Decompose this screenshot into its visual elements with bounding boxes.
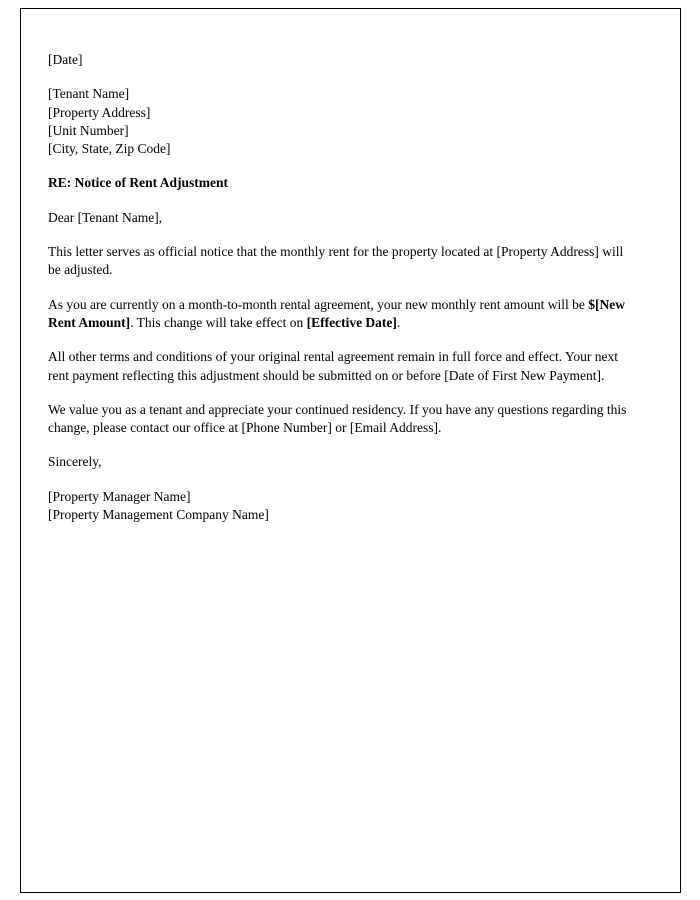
city-state-zip-line: [City, State, Zip Code]	[48, 141, 171, 157]
subject-line: RE: Notice of Rent Adjustment	[48, 175, 228, 191]
effective-date: [Effective Date]	[306, 314, 397, 330]
paragraph-rent-change	[48, 296, 631, 333]
paragraph-notice: This letter serves as official notice that the monthly rent for the property located at [Property Address] will be adjusted.	[48, 244, 624, 278]
salutation: Dear [Tenant Name],	[48, 209, 163, 225]
tenant-name-line: [Tenant Name]	[48, 86, 130, 102]
signature-block	[48, 488, 631, 525]
letter-body	[21, 9, 661, 524]
management-company-name-line: [Property Management Company Name]	[48, 507, 269, 523]
date-line: [Date]	[48, 52, 83, 67]
paragraph-contact: We value you as a tenant and appreciate your continued residency. If you have any questions regarding this change, please contact our office at [Phone Number] or [Email Address].	[48, 401, 627, 436]
recipient-address-block	[48, 85, 631, 158]
property-address-line: [Property Address]	[48, 104, 151, 120]
property-manager-name-line: [Property Manager Name]	[48, 488, 191, 504]
rent-change-text-3: .	[396, 314, 401, 330]
unit-number-line: [Unit Number]	[48, 122, 129, 138]
paragraph-terms: All other terms and conditions of your original rental agreement remain in full force and effect. Your next rent payment reflecting this adjustment should be submitted on or before [Date of First New Payment].	[48, 349, 618, 383]
rent-change-text-1: As you are currently on a month-to-month rental agreement, your new monthly rent amount will be	[48, 296, 589, 312]
closing: Sincerely,	[48, 454, 102, 470]
rent-change-text-2: . This change will take effect on	[130, 314, 307, 330]
letter-page	[20, 8, 681, 893]
new-rent-amount: $[New Rent Amount]	[48, 296, 625, 330]
